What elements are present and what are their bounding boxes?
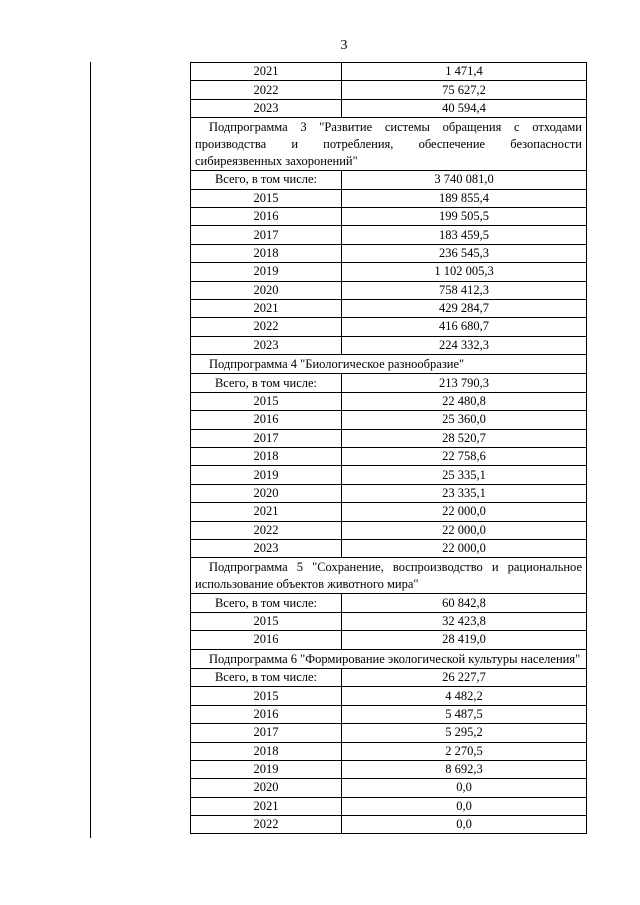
funding-table-body (191, 63, 587, 834)
amount-cell: 4 482,2 (342, 687, 587, 705)
table-row (191, 263, 587, 281)
table-row (191, 81, 587, 99)
amount-cell: 22 480,8 (342, 392, 587, 410)
amount-cell: 28 419,0 (342, 631, 587, 649)
year-cell: Всего, в том числе: (191, 374, 342, 392)
table-row (191, 797, 587, 815)
year-cell: 2020 (191, 484, 342, 502)
table-row (191, 539, 587, 557)
year-cell: 2018 (191, 244, 342, 262)
amount-cell: 0,0 (342, 779, 587, 797)
amount-cell: 213 790,3 (342, 374, 587, 392)
table-row (191, 63, 587, 81)
table-row (191, 687, 587, 705)
table-row (191, 594, 587, 612)
year-cell: 2018 (191, 448, 342, 466)
table-row (191, 171, 587, 189)
amount-cell: 23 335,1 (342, 484, 587, 502)
table-row (191, 760, 587, 778)
amount-cell: 429 284,7 (342, 299, 587, 317)
year-cell: 2016 (191, 207, 342, 225)
year-cell: 2016 (191, 705, 342, 723)
amount-cell: 0,0 (342, 816, 587, 834)
year-cell: 2017 (191, 429, 342, 447)
subprogram-header-row (191, 118, 587, 171)
table-row (191, 668, 587, 686)
amount-cell: 22 000,0 (342, 521, 587, 539)
table-row (191, 448, 587, 466)
amount-cell: 199 505,5 (342, 207, 587, 225)
subprogram-header-row (191, 355, 587, 374)
table-row (191, 336, 587, 354)
year-cell: 2020 (191, 779, 342, 797)
amount-cell: 22 758,6 (342, 448, 587, 466)
year-cell: 2019 (191, 466, 342, 484)
amount-cell: 236 545,3 (342, 244, 587, 262)
amount-cell: 32 423,8 (342, 612, 587, 630)
year-cell: 2016 (191, 411, 342, 429)
table-row (191, 466, 587, 484)
table-row (191, 281, 587, 299)
table-row (191, 705, 587, 723)
subprogram-title: Подпрограмма 3 "Развитие системы обращения с отходами производства и потребления, обеспечение безопасности сибиреязвенных захоронений" (191, 118, 587, 171)
table-row (191, 779, 587, 797)
table-row (191, 612, 587, 630)
year-cell: 2019 (191, 760, 342, 778)
table-row (191, 484, 587, 502)
year-cell: 2021 (191, 63, 342, 81)
year-cell: Всего, в том числе: (191, 171, 342, 189)
year-cell: 2016 (191, 631, 342, 649)
year-cell: 2018 (191, 742, 342, 760)
amount-cell: 26 227,7 (342, 668, 587, 686)
year-cell: 2021 (191, 503, 342, 521)
amount-cell: 8 692,3 (342, 760, 587, 778)
year-cell: 2015 (191, 687, 342, 705)
amount-cell: 1 102 005,3 (342, 263, 587, 281)
amount-cell: 28 520,7 (342, 429, 587, 447)
year-cell: 2023 (191, 99, 342, 117)
table-row (191, 374, 587, 392)
amount-cell: 25 335,1 (342, 466, 587, 484)
table-row (191, 99, 587, 117)
year-cell: Всего, в том числе: (191, 668, 342, 686)
amount-cell: 40 594,4 (342, 99, 587, 117)
table-row (191, 503, 587, 521)
margin-line (90, 62, 91, 838)
year-cell: 2017 (191, 226, 342, 244)
table-row (191, 392, 587, 410)
amount-cell: 183 459,5 (342, 226, 587, 244)
amount-cell: 416 680,7 (342, 318, 587, 336)
table-row (191, 207, 587, 225)
table-row (191, 631, 587, 649)
amount-cell: 224 332,3 (342, 336, 587, 354)
year-cell: 2022 (191, 318, 342, 336)
subprogram-title: Подпрограмма 6 "Формирование экологической культуры населения" (191, 649, 587, 668)
funding-table (190, 62, 587, 834)
table-row (191, 189, 587, 207)
amount-cell: 1 471,4 (342, 63, 587, 81)
year-cell: 2020 (191, 281, 342, 299)
amount-cell: 25 360,0 (342, 411, 587, 429)
table-row (191, 226, 587, 244)
year-cell: 2017 (191, 724, 342, 742)
amount-cell: 75 627,2 (342, 81, 587, 99)
subprogram-title: Подпрограмма 5 "Сохранение, воспроизводство и рациональное использование объектов животного мира" (191, 558, 587, 594)
table-row (191, 299, 587, 317)
table-row (191, 244, 587, 262)
table-row (191, 429, 587, 447)
amount-cell: 22 000,0 (342, 539, 587, 557)
page-number: 3 (340, 38, 348, 53)
table-row (191, 521, 587, 539)
table-row (191, 816, 587, 834)
year-cell: 2022 (191, 816, 342, 834)
amount-cell: 2 270,5 (342, 742, 587, 760)
amount-cell: 189 855,4 (342, 189, 587, 207)
year-cell: 2015 (191, 392, 342, 410)
amount-cell: 0,0 (342, 797, 587, 815)
year-cell: Всего, в том числе: (191, 594, 342, 612)
amount-cell: 5 295,2 (342, 724, 587, 742)
amount-cell: 5 487,5 (342, 705, 587, 723)
year-cell: 2021 (191, 299, 342, 317)
subprogram-title: Подпрограмма 4 "Биологическое разнообразие" (191, 355, 587, 374)
amount-cell: 758 412,3 (342, 281, 587, 299)
year-cell: 2022 (191, 81, 342, 99)
table-row (191, 742, 587, 760)
amount-cell: 60 842,8 (342, 594, 587, 612)
subprogram-header-row (191, 649, 587, 668)
subprogram-header-row (191, 558, 587, 594)
table-row (191, 724, 587, 742)
year-cell: 2015 (191, 189, 342, 207)
year-cell: 2021 (191, 797, 342, 815)
table-row (191, 318, 587, 336)
year-cell: 2015 (191, 612, 342, 630)
year-cell: 2019 (191, 263, 342, 281)
amount-cell: 3 740 081,0 (342, 171, 587, 189)
table-row (191, 411, 587, 429)
amount-cell: 22 000,0 (342, 503, 587, 521)
year-cell: 2023 (191, 539, 342, 557)
year-cell: 2023 (191, 336, 342, 354)
year-cell: 2022 (191, 521, 342, 539)
